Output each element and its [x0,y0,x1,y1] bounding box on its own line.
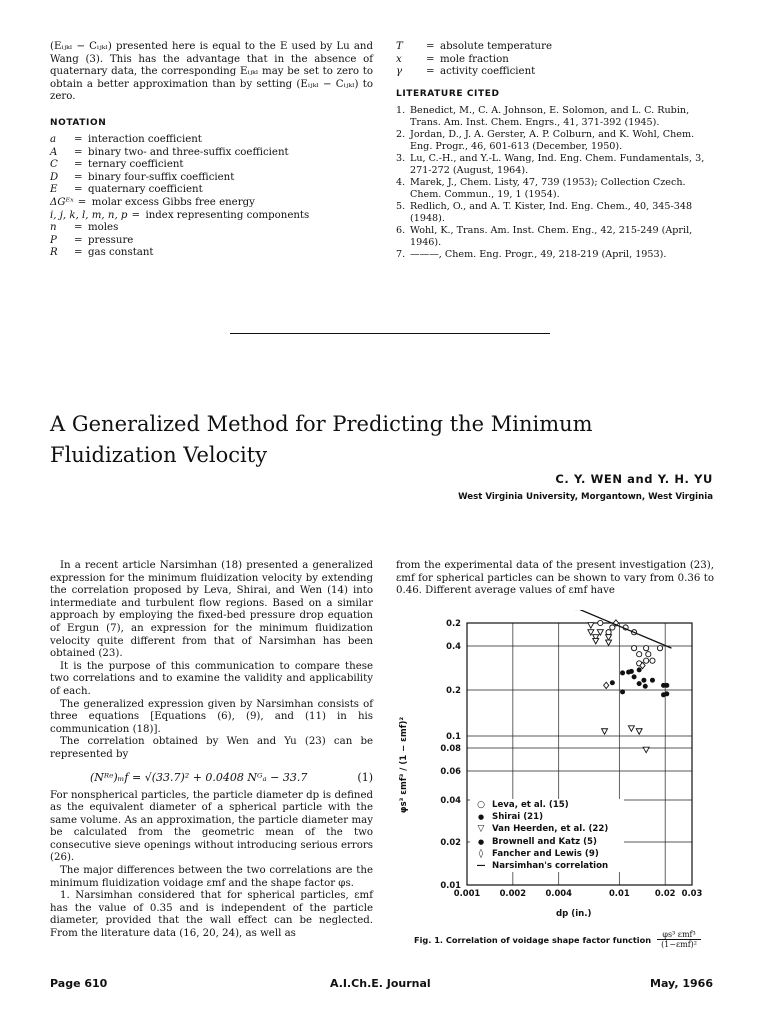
article-affiliation: West Virginia University, Morgantown, West Virginia [458,492,713,502]
article-authors: C. Y. WEN and Y. H. YU [555,472,713,486]
data-point-diamond [604,682,609,688]
data-point-open-triangle [593,638,599,644]
notation-row: T = absolute temperature [396,41,552,52]
notation-row: x = mole fraction [396,53,509,65]
equation-number: (1) [357,770,373,784]
body-paragraph: 1. Narsimhan considered that for spherical particles, εmf has the value of 0.35 and is independent of the particle diameter, provided that the wall effect can be neglected. From the literature data (16, 20, 24), as well as [50,890,373,940]
data-point-filled-circle [626,670,631,675]
data-point-open-circle [610,625,615,630]
caption-fraction [657,930,701,949]
data-point-open-circle [606,630,611,635]
chart-plot [392,610,722,960]
data-point-open-circle [598,620,603,625]
reference-item: 1. Benedict, M., C. A. Johnson, E. Solomon, and L. C. Rubin, Trans. Am. Inst. Chem. Engrs., 41, 371-392 (1945). [396,104,690,128]
article-title [50,409,593,471]
y-tick-label: 0.2 [446,685,461,695]
data-point-filled-circle [664,683,669,688]
data-point-filled-circle [637,681,642,686]
data-point-filled-circle [610,680,615,685]
notation-row: ΔGᴱˣ = molar excess Gibbs free energy [50,196,255,208]
data-point-open-triangle [636,729,642,735]
y-tick-label: 0.4 [446,641,461,651]
caption-text: Fig. 1. Correlation of voidage shape factor function [414,934,652,945]
data-point-filled-circle [664,691,669,696]
data-series [510,610,669,753]
y-tick-label: 0.1 [446,731,461,741]
data-point-open-triangle [643,747,649,753]
data-point-filled-circle [643,684,648,689]
data-point-filled-circle [620,689,625,694]
data-point-open-circle [637,652,642,657]
top-left-column [50,41,373,260]
references-list [396,105,714,261]
figure-1 [392,610,722,960]
notation-row: i, j, k, l, m, n, p = index representing components [50,209,310,221]
chart-legend [470,799,624,872]
notation-row: R = gas constant [50,247,154,259]
x-tick-labels [454,888,703,898]
data-point-open-triangle [602,729,608,735]
data-point-open-circle [644,658,649,663]
filled-circle-marker-icon: ● [477,813,485,822]
data-point-filled-circle [632,674,637,679]
notation-row: C = ternary coefficient [50,159,184,171]
data-point-open-circle [646,652,651,657]
notation-row: n = moles [50,222,119,234]
notation-row: P = pressure [50,234,134,246]
filled-circle-marker-icon: ● [477,837,485,846]
data-point-open-circle [644,646,649,651]
reference-item: 2. Jordan, D., J. A. Gerster, A. P. Colburn, and K. Wohl, Chem. Eng. Progr., 46, 601-613 (December, 1950). [396,128,695,152]
x-tick-label: 0.01 [608,888,630,898]
reference-item: 6. Wohl, K., Trans. Am. Inst. Chem. Eng., 42, 215-249 (April, 1946). [396,224,693,248]
data-point-open-triangle [606,635,612,641]
caption-fraction-numerator: φs³ εmf³ [662,930,696,939]
notation-heading: NOTATION [50,117,107,128]
body-paragraph: In a recent article Narsimhan (18) presented a generalized expression for the minimum fluidization velocity by extending the correlation proposed by Leva, Shirai, and Wen (14) into intermediate and turbulent flow regions. Based on a similar approach by employing the fixed-bed pressure drop equation of Ergun (7), an expression for the minimum fluidization velocity quite different from that of Narsimhan has been obtained (23). [50,560,373,660]
article-title-line2: Fluidization Velocity [50,443,268,467]
intro-paragraph: (Eᵢⱼₖₗ − Cᵢⱼₖₗ) presented here is equal to the E used by Lu and Wang (3). This has the advantage that in the absence of quaternary data, the corresponding Eᵢⱼₖₗ may be set to zero to obtain a better approximation than by setting (Eᵢⱼₖₗ − Cᵢⱼₖₗ) to zero. [50,41,373,103]
legend-item: ◊ Fancher and Lewis (9) [470,848,624,860]
y-tick-label: 0.02 [440,837,461,847]
data-point-open-circle [631,646,636,651]
body-paragraph: It is the purpose of this communication to compare these two correlations and to examine the validity and applicability of each. [50,660,373,697]
equation-1 [90,771,373,784]
legend-item: ● Brownell and Katz (5) [470,836,624,848]
body-paragraph: The correlation obtained by Wen and Yu (23) can be represented by [50,736,373,760]
equation-text: (Nᴿᵉ)ₘf = √(33.7)² + 0.0408 Nᴳₐ − 33.7 [90,770,308,784]
body-paragraph: The generalized expression given by Narsimhan consists of three equations [Equations (6), (9), and (11) in his communication (18)]. [50,698,373,735]
data-point-filled-circle [650,678,655,683]
notation-row: γ = activity coefficient [396,66,536,78]
y-tick-labels [440,618,461,890]
reference-item: 4. Marek, J., Chem. Listy, 47, 739 (1953); Collection Czech. Chem. Commun., 19, 1 (1954). [396,176,686,200]
body-paragraph: For nonspherical particles, the particle diameter dp is defined as the equivalent diameter of a spherical particle with the same volume. As an approximation, the particle diameter may be calculated from the geometric mean of the two consecutive sieve openings without introducing serious errors (26). [50,789,373,864]
body-left-column [50,560,373,941]
literature-heading: LITERATURE CITED [396,88,500,99]
data-point-filled-circle [637,667,642,672]
open-circle-marker-icon: ○ [477,800,485,811]
notation-row: E = quaternary coefficient [50,184,203,196]
data-point-open-circle [657,646,662,651]
correlation-lines [528,610,672,648]
data-point-open-triangle [606,640,612,646]
x-tick-label: 0.02 [654,888,676,898]
y-axis-label: φs³ εmf³ / (1 − εmf)² [399,716,409,814]
narsimhan-correlation-line [528,610,672,648]
article-title-line1: A Generalized Method for Predicting the Minimum [50,412,593,436]
legend-item: — Narsimhan's correlation [470,860,624,872]
x-tick-label: 0.03 [681,888,703,898]
top-right-column [396,41,714,261]
figure-caption [414,930,719,949]
caption-fraction-denominator: (1−εmf)² [657,939,701,949]
data-point-filled-circle [620,670,625,675]
legend-item: ○ Leva, et al. (15) [470,799,624,811]
x-axis-label: dp (in.) [556,909,592,919]
legend-item: ● Shirai (21) [470,811,624,823]
section-divider [230,333,550,334]
footer-page: Page 610 [50,977,108,990]
notation-list-continued [396,41,714,79]
line-marker-icon: — [476,861,486,872]
data-point-open-triangle [588,623,594,629]
reference-item: 7. ———, Chem. Eng. Progr., 49, 218-219 (April, 1953). [396,248,667,260]
data-point-open-triangle [628,726,634,732]
x-tick-label: 0.002 [499,888,527,898]
reference-item: 5. Redlich, O., and A. T. Kister, Ind. Eng. Chem., 40, 345-348 (1948). [396,200,693,224]
body-right-column [396,560,714,598]
open-triangle-marker-icon: ▽ [477,824,485,835]
body-paragraph: The major differences between the two correlations are the minimum fluidization voidage εmf and the shape factor φs. [50,865,373,889]
notation-row: a = interaction coefficient [50,133,202,145]
footer-journal: A.I.Ch.E. Journal [330,977,431,990]
body-paragraph: from the experimental data of the present investigation (23), εmf for spherical particles can be shown to vary from 0.36 to 0.46. Different average values of εmf have [396,560,714,597]
notation-list [50,134,373,260]
notation-row: D = binary four-suffix coefficient [50,171,235,183]
legend-item: ▽ Van Heerden, et al. (22) [470,823,624,835]
notation-row: A = binary two- and three-suffix coefficient [50,146,289,158]
reference-item: 3. Lu, C.-H., and Y.-L. Wang, Ind. Eng. Chem. Fundamentals, 3, 271-272 (August, 1964). [396,152,705,176]
data-point-filled-circle [641,678,646,683]
data-point-open-circle [650,658,655,663]
y-tick-label: 0.06 [440,766,461,776]
y-tick-label: 0.04 [440,795,461,805]
y-tick-label: 0.2 [446,618,461,628]
footer-date: May, 1966 [650,977,713,990]
y-tick-label: 0.08 [440,743,461,753]
y-tick-label: 0.01 [440,880,461,890]
diamond-marker-icon: ◊ [478,848,484,859]
x-tick-label: 0.004 [545,888,572,898]
x-tick-label: 0.001 [453,888,481,898]
